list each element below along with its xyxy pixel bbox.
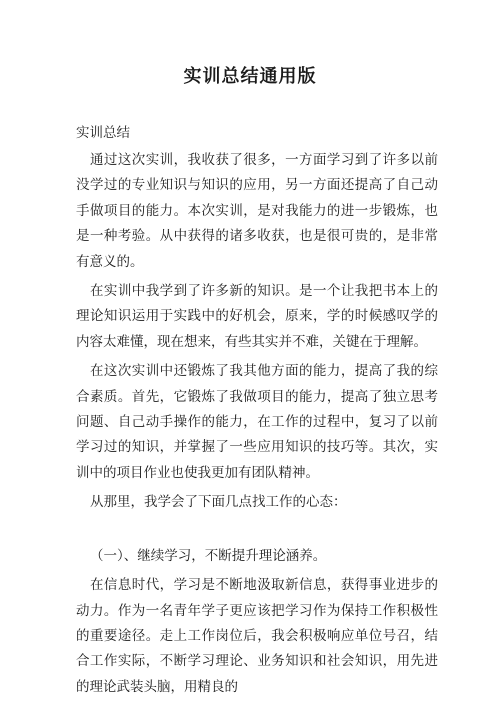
document-title: 实训总结通用版	[183, 66, 317, 87]
section-label: 实训总结	[76, 125, 130, 141]
document-body	[76, 148, 438, 704]
paragraph-1: 通过这次实训，我收获了很多，一方面学习到了许多以前没学过的专业知识与知识的应用，另一方面还提高了自己动手做项目的能力。本次实训，是对我能力的进一步锻炼，也是一种考验。从中获得的诸多收获，也是很可贵的，是非常有意义的。	[76, 152, 438, 270]
paragraph-2: 在实训中我学到了许多新的知识。是一个让我把书本上的理论知识运用于实践中的好机会，原来，学的时候感叹学的内容太难懂，现在想来，有些其实并不难，关键在于理解。	[76, 283, 438, 350]
paragraph-4: 从那里，我学会了下面几点找工作的心态：	[90, 494, 347, 511]
paragraph-5: 在信息时代，学习是不断地汲取新信息，获得事业进步的动力。作为一名青年学子更应该把学习作为保持工作积极性的重要途径。走上工作岗位后，我会积极响应单位号召，结合工作实际，不断学习理论、业务知识和社会知识，用先进的理论武装头脑，用精良的	[76, 577, 438, 695]
subheading-1: （一）、继续学习，不断提升理论涵养。	[90, 547, 327, 564]
paragraph-3: 在这次实训中还锻炼了我其他方面的能力，提高了我的综合素质。首先，它锻炼了我做项目的能力，提高了独立思考问题、自己动手操作的能力，在工作的过程中，复习了以前学习过的知识，并掌握了一些应用知识的技巧等。其次，实训中的项目作业也使我更加有团队精神。	[76, 363, 438, 481]
